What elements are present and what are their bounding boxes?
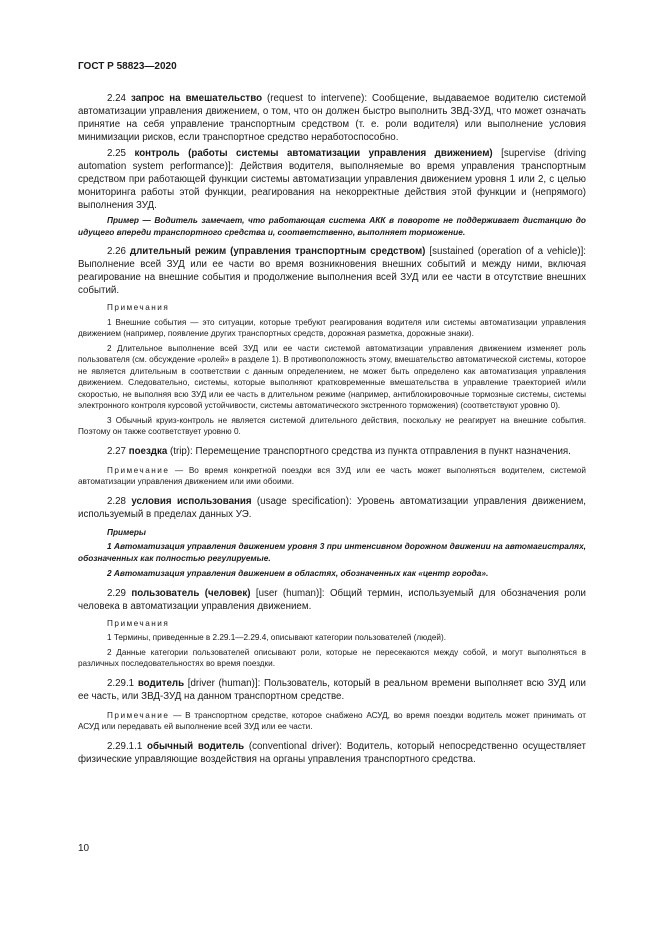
term-title: пользователь (человек) <box>131 587 251 599</box>
term-title: контроль (работы системы автоматизации управления движением) <box>134 148 493 159</box>
note-2-29-1: 1 Термины, приведенные в 2.29.1—2.29.4, описывают категории пользователей (людей). <box>107 633 447 642</box>
notes-label: Примечания <box>107 618 170 628</box>
notes-label: Примечания <box>107 303 170 312</box>
document-body <box>78 92 586 769</box>
term-title: водитель <box>137 677 185 689</box>
note-2-29-1-single: Примечание — В транспортном средстве, которое снабжено АСУД, во время поездки водитель может принимать от АСУД или передавать ей выполнение всей ЗУД или ее части. <box>78 710 586 731</box>
note-2-29-2: 2 Данные категории пользователей описывают роли, которые не пересекаются между собой, и могут выполняться в различных последовательностях во время поездки. <box>78 647 586 668</box>
note-2-26-3: 3 Обычный круиз-контроль не является системой длительного действия, поскольку не реагирует на внешние события. Поэтому он также соответствует уровню 0. <box>78 415 586 436</box>
term-2-29-1-1: 2.29.1.1 обычный водитель (conventional driver): Водитель, который непосредственно осуществляет физические управляющие воздействия на органы управления транспортного средства. <box>78 740 586 765</box>
page-number: 10 <box>78 843 90 854</box>
term-2-26: 2.26 длительный режим (управления транспортным средством) [sustained (operation of a vehicle)]: Выполнение всей ЗУД или ее части во время возникновения внешних событий и между ними, включая реагирование на внешние события и продолжение выполнения всей ЗУД или ее части в отсутствие внешних событий. <box>78 246 587 296</box>
term-2-24: 2.24 запрос на вмешательство (request to intervene): Сообщение, выдаваемое водителю системой автоматизации управления движением, о том, что он должен быстро выполнить ЗВД-ЗУД, что может означать принятие на себя управление транспортным средством (т. е. роли водителя) или выполнение условия минимизации рисков, если транспортное средство неработоспособно. <box>78 93 587 143</box>
term-2-29-1: 2.29.1 водитель [driver (human)]: Пользователь, который в реальном времени выполняет всю ЗУД или ее часть, или ЗВД-ЗУД на данном транспортном средстве. <box>78 677 586 702</box>
term-title: запрос на вмешательство <box>131 93 263 104</box>
term-2-29: 2.29 пользователь (человек) [user (human)]: Общий термин, используемый для обозначения роли человека в автоматизации управления движением. <box>78 587 586 612</box>
term-title: поездка <box>128 445 168 457</box>
note-2-26-2: 2 Длительное выполнение всей ЗУД или ее части системой автоматизации управления движением изменяет роль пользователя (см. обсуждение «ролей» в разделе 1). В противоположность этому, вмешательство автоматической системы, которое не является длительным в соответствии с данным определением, не может быть определено как автоматизация управления движением. Следовательно, системы, которые выполняют кратковременные вмешательства в управление траекторией и/или скоростью, не выполняя всю ЗУД или ее часть в длительном режиме (например, антиблокировочные тормозные системы, системы электронного контроля курсовой устойчивости, системы автоматического экстренного торможения) (соответствуют уровню 0). <box>78 343 586 410</box>
term-title: обычный водитель <box>146 740 245 752</box>
term-2-25: 2.25 контроль (работы системы автоматизации управления движением) [supervise (driving automation system performance)]: Действия водителя, выполняемые во время управления транспортным средством при работающей функции системы автоматизации управления движением уровня 1 или 2, с целью мониторинга работы этой функции, реагирования на некорректные действия этой функции и (непрямого) выполнения ЗУД. <box>78 148 586 211</box>
example-2-28-2: 2 Автоматизация управления движением в областях, обозначенных как «центр города». <box>107 568 489 578</box>
example-2-25: Пример — Водитель замечает, что работающая система АКК в повороте не поддерживает дистанцию до идущего впереди транспортного средства и, соответственно, выполняет торможение. <box>78 215 586 237</box>
example-2-28-1: 1 Автоматизация управления движением уровня 3 при интенсивном дорожном движении на автомагистралях, обозначенных как полностью регулируемые. <box>78 541 586 563</box>
note-2-26-1: 1 Внешние события — это ситуации, которые требуют реагирования водителя или системы автоматизации управления движением (например, появление других транспортных средств, дорожная разметка, дорожные знаки). <box>78 317 586 338</box>
term-2-27: 2.27 поездка (trip): Перемещение транспортного средства из пункта отправления в пункт назначения. <box>107 445 571 457</box>
term-title: условия использования <box>131 495 252 507</box>
note-2-27: Примечание — Во время конкретной поездки вся ЗУД или ее часть может выполняться водителем, системой автоматизации управления движением или ими обоими. <box>78 465 586 486</box>
examples-label: Примеры <box>107 526 147 537</box>
term-2-28: 2.28 условия использования (usage specification): Уровень автоматизации управления движением, используемый в пределах данных УЭ. <box>78 495 586 520</box>
term-title: длительный режим (управления транспортным средством) <box>129 246 426 257</box>
document-header: ГОСТ Р 58823—2020 <box>78 61 177 72</box>
